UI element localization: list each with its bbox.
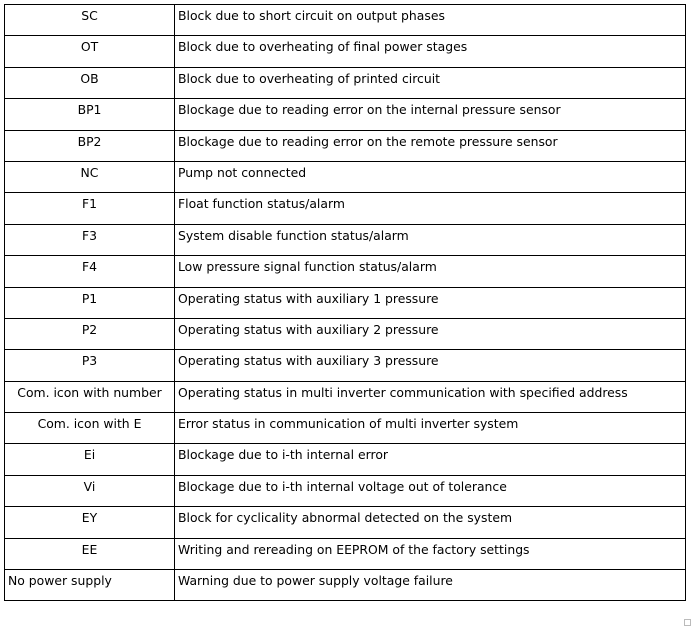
table-row xyxy=(5,256,686,287)
status-code: OT xyxy=(5,36,175,67)
table-row xyxy=(5,67,686,98)
status-code: NC xyxy=(5,161,175,192)
table-row xyxy=(5,36,686,67)
table-row xyxy=(5,5,686,36)
status-code: No power supply xyxy=(5,570,175,601)
table-row xyxy=(5,475,686,506)
status-description: System disable function status/alarm xyxy=(175,224,686,255)
status-description: Blockage due to i-th internal voltage out of tolerance xyxy=(175,475,686,506)
table-row xyxy=(5,224,686,255)
status-codes-body xyxy=(5,5,686,601)
status-description: Blockage due to i-th internal error xyxy=(175,444,686,475)
table-row xyxy=(5,538,686,569)
status-description: Error status in communication of multi inverter system xyxy=(175,413,686,444)
table-row xyxy=(5,161,686,192)
status-description: Block due to overheating of final power stages xyxy=(175,36,686,67)
status-description: Block for cyclicality abnormal detected on the system xyxy=(175,507,686,538)
status-description: Writing and rereading on EEPROM of the factory settings xyxy=(175,538,686,569)
status-code: F4 xyxy=(5,256,175,287)
status-code: EE xyxy=(5,538,175,569)
status-code: Vi xyxy=(5,475,175,506)
status-description: Pump not connected xyxy=(175,161,686,192)
status-code: BP1 xyxy=(5,99,175,130)
table-row xyxy=(5,287,686,318)
table-row xyxy=(5,381,686,412)
status-description: Operating status with auxiliary 2 pressure xyxy=(175,318,686,349)
status-description: Operating status in multi inverter communication with specified address xyxy=(175,381,686,412)
status-code: Com. icon with E xyxy=(5,413,175,444)
table-row xyxy=(5,130,686,161)
table-row xyxy=(5,350,686,381)
status-description: Block due to overheating of printed circuit xyxy=(175,67,686,98)
status-description: Warning due to power supply voltage failure xyxy=(175,570,686,601)
status-description: Block due to short circuit on output phases xyxy=(175,5,686,36)
status-code: F1 xyxy=(5,193,175,224)
status-description: Float function status/alarm xyxy=(175,193,686,224)
status-code: P3 xyxy=(5,350,175,381)
status-code: F3 xyxy=(5,224,175,255)
status-codes-table xyxy=(4,4,686,601)
table-resize-handle xyxy=(684,619,691,626)
status-code: P2 xyxy=(5,318,175,349)
status-code: EY xyxy=(5,507,175,538)
status-code: Com. icon with number xyxy=(5,381,175,412)
status-code: SC xyxy=(5,5,175,36)
status-code: P1 xyxy=(5,287,175,318)
table-row xyxy=(5,413,686,444)
status-code: OB xyxy=(5,67,175,98)
table-row xyxy=(5,507,686,538)
table-row xyxy=(5,193,686,224)
status-description: Blockage due to reading error on the remote pressure sensor xyxy=(175,130,686,161)
status-description: Operating status with auxiliary 3 pressure xyxy=(175,350,686,381)
table-row xyxy=(5,99,686,130)
status-description: Low pressure signal function status/alarm xyxy=(175,256,686,287)
table-row xyxy=(5,570,686,601)
status-description: Blockage due to reading error on the internal pressure sensor xyxy=(175,99,686,130)
table-row xyxy=(5,318,686,349)
status-code: BP2 xyxy=(5,130,175,161)
status-description: Operating status with auxiliary 1 pressure xyxy=(175,287,686,318)
status-code: Ei xyxy=(5,444,175,475)
table-row xyxy=(5,444,686,475)
